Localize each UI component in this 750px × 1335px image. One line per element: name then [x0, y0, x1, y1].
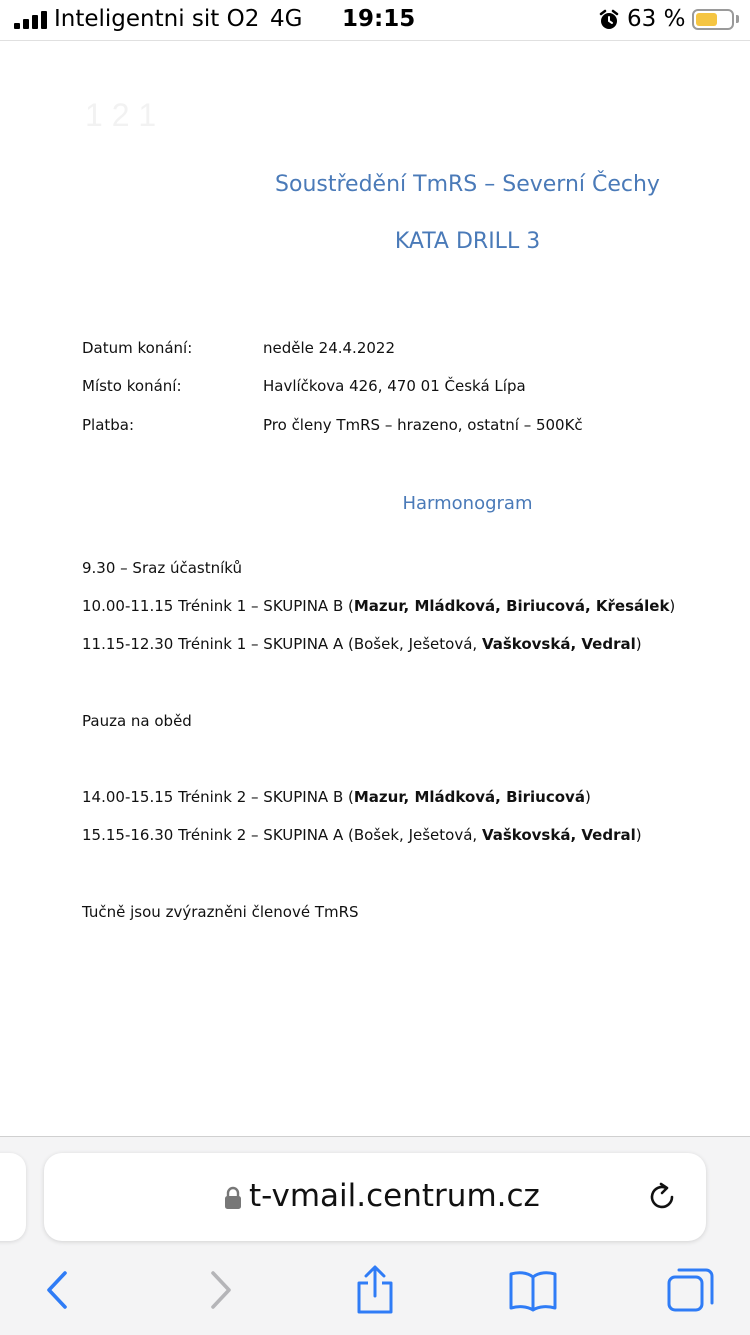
- clock: 19:15: [342, 6, 416, 32]
- info-value-place: Havlíčkova 426, 470 01 Česká Lípa: [263, 377, 526, 395]
- document-title: Soustředění TmRS – Severní Čechy: [275, 172, 660, 197]
- tabs-icon[interactable]: [666, 1265, 716, 1315]
- carrier-name: Inteligentni sit O2: [54, 6, 260, 32]
- info-label-date: Datum konání:: [82, 339, 193, 357]
- info-label-payment: Platba:: [82, 416, 135, 434]
- schedule-text: ): [669, 597, 676, 615]
- schedule-text: ): [635, 635, 642, 653]
- url-text[interactable]: t-vmail.centrum.cz: [249, 1178, 540, 1214]
- document-subtitle: KATA DRILL 3: [394, 229, 541, 254]
- schedule-text: 10.00-11.15 Trénink 1 – SKUPINA B (: [82, 597, 354, 615]
- members-bold: Vaškovská, Vedral: [481, 826, 636, 844]
- reload-icon[interactable]: [644, 1179, 680, 1215]
- share-icon[interactable]: [350, 1265, 400, 1315]
- address-bar[interactable]: [44, 1153, 706, 1241]
- schedule-line-training-1a: [82, 635, 642, 653]
- battery-icon: [692, 9, 734, 30]
- previous-tab-card[interactable]: [0, 1153, 26, 1241]
- schedule-line-pause: Pauza na oběd: [82, 712, 192, 730]
- schedule-line-training-2a: [82, 826, 642, 844]
- info-value-date: neděle 24.4.2022: [263, 339, 395, 357]
- schedule-text: ): [635, 826, 642, 844]
- schedule-text: 15.15-16.30 Trénink 2 – SKUPINA A (Bošek, Ješetová,: [82, 826, 482, 844]
- members-bold: Vaškovská, Vedral: [481, 635, 636, 653]
- battery-percent: 63 %: [627, 6, 686, 32]
- schedule-line-meeting: 9.30 – Sraz účastníků: [82, 559, 243, 577]
- schedule-line-training-1b: [82, 597, 675, 615]
- document-page: [0, 41, 750, 1136]
- battery-tip: [736, 15, 739, 23]
- schedule-text: 11.15-12.30 Trénink 1 – SKUPINA A (Bošek, Ješetová,: [82, 635, 482, 653]
- info-value-payment: Pro členy TmRS – hrazeno, ostatní – 500Kč: [263, 416, 583, 434]
- schedule-heading: Harmonogram: [402, 493, 533, 514]
- alarm-icon: [598, 9, 620, 31]
- members-bold: Mazur, Mládková, Biriucová: [353, 788, 585, 806]
- status-bar: [0, 0, 750, 41]
- info-label-place: Místo konání:: [82, 377, 182, 395]
- schedule-text: 14.00-15.15 Trénink 2 – SKUPINA B (: [82, 788, 354, 806]
- faint-page-mark: 1 2 1: [85, 97, 157, 133]
- footnote: Tučně jsou zvýrazněni členové TmRS: [82, 903, 359, 921]
- forward-icon[interactable]: [195, 1265, 245, 1315]
- schedule-text: ): [584, 788, 591, 806]
- back-icon[interactable]: [33, 1265, 83, 1315]
- battery-level: [696, 13, 717, 26]
- bookmarks-icon[interactable]: [508, 1265, 558, 1315]
- browser-toolbar: [0, 1136, 750, 1335]
- network-type: 4G: [270, 6, 303, 32]
- schedule-line-training-2b: [82, 788, 591, 806]
- members-bold: Mazur, Mládková, Biriucová, Křesálek: [353, 597, 670, 615]
- signal-icon: [14, 11, 48, 29]
- lock-icon: [224, 1186, 242, 1210]
